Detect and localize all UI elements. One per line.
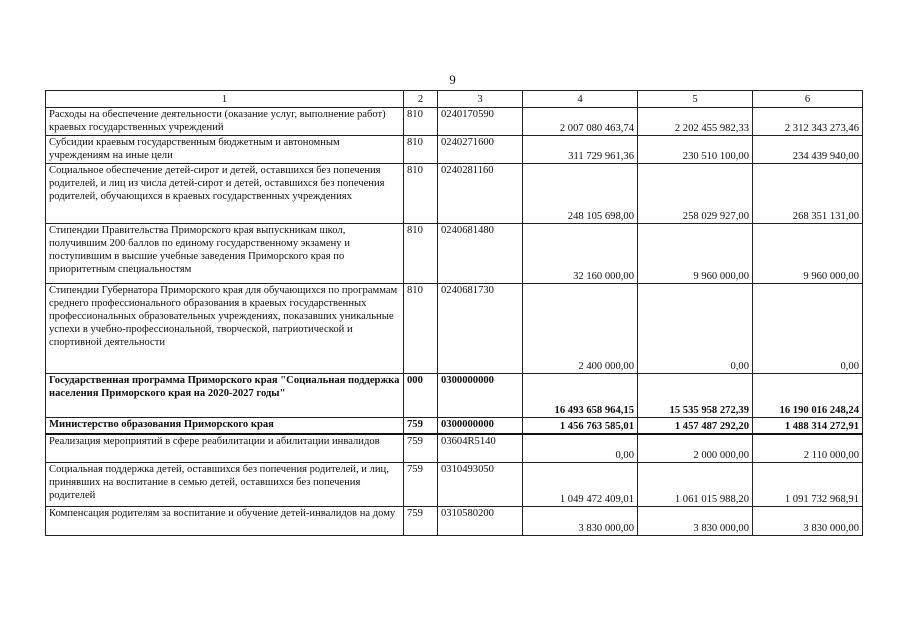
row-value-2: 3 830 000,00 bbox=[638, 507, 753, 536]
row-value-1: 311 729 961,36 bbox=[523, 136, 638, 164]
page-number: 9 bbox=[449, 72, 456, 87]
row-name: Социальное обеспечение детей-сирот и детей, оставшихся без попечения родителей, и лиц из числа детей-сирот и детей, оставшихся без попечения родителей, обучающихся в краевых государственных учреждениях bbox=[46, 164, 404, 224]
table-row bbox=[46, 434, 863, 463]
row-name: Государственная программа Приморского края "Социальная поддержка населения Приморского края на 2020-2027 годы" bbox=[46, 374, 404, 418]
row-value-2: 258 029 927,00 bbox=[638, 164, 753, 224]
row-dept: 000 bbox=[404, 374, 438, 418]
row-value-1: 2 400 000,00 bbox=[523, 284, 638, 374]
column-header: 3 bbox=[438, 91, 523, 108]
row-value-1: 3 830 000,00 bbox=[523, 507, 638, 536]
row-name: Реализация мероприятий в сфере реабилитации и абилитации инвалидов bbox=[46, 434, 404, 463]
row-name: Стипендии Правительства Приморского края выпускникам школ, получившим 200 баллов по единому государственному экзамену и поступившим в высшие учебные заведения Приморского края по приоритетным специальностям bbox=[46, 224, 404, 284]
row-value-3: 0,00 bbox=[753, 284, 863, 374]
table-row bbox=[46, 463, 863, 507]
row-value-3: 3 830 000,00 bbox=[753, 507, 863, 536]
row-value-1: 16 493 658 964,15 bbox=[523, 374, 638, 418]
row-value-2: 1 457 487 292,20 bbox=[638, 418, 753, 434]
table-row bbox=[46, 164, 863, 224]
table-row bbox=[46, 284, 863, 374]
row-dept: 810 bbox=[404, 284, 438, 374]
table-row bbox=[46, 108, 863, 136]
table-row bbox=[46, 224, 863, 284]
row-code: 0240271600 bbox=[438, 136, 523, 164]
row-value-3: 1 091 732 968,91 bbox=[753, 463, 863, 507]
row-code: 0240170590 bbox=[438, 108, 523, 136]
row-code: 0310493050 bbox=[438, 463, 523, 507]
row-value-1: 1 049 472 409,01 bbox=[523, 463, 638, 507]
row-code: 0300000000 bbox=[438, 418, 523, 434]
table-row-ministry-total bbox=[46, 418, 863, 434]
row-value-1: 248 105 698,00 bbox=[523, 164, 638, 224]
row-dept: 810 bbox=[404, 224, 438, 284]
row-value-2: 15 535 958 272,39 bbox=[638, 374, 753, 418]
row-value-3: 9 960 000,00 bbox=[753, 224, 863, 284]
row-code: 03604R5140 bbox=[438, 434, 523, 463]
row-value-3: 234 439 940,00 bbox=[753, 136, 863, 164]
row-value-2: 1 061 015 988,20 bbox=[638, 463, 753, 507]
row-dept: 810 bbox=[404, 136, 438, 164]
row-code: 0310580200 bbox=[438, 507, 523, 536]
row-name: Социальная поддержка детей, оставшихся без попечения родителей, и лиц, принявших на воспитание в семью детей, оставшихся без попечения родителей bbox=[46, 463, 404, 507]
row-name: Компенсация родителям за воспитание и обучение детей-инвалидов на дому bbox=[46, 507, 404, 536]
row-code: 0240681480 bbox=[438, 224, 523, 284]
budget-table bbox=[45, 90, 863, 536]
row-value-2: 0,00 bbox=[638, 284, 753, 374]
row-value-3: 16 190 016 248,24 bbox=[753, 374, 863, 418]
row-value-1: 1 456 763 585,01 bbox=[523, 418, 638, 434]
row-dept: 810 bbox=[404, 164, 438, 224]
row-name: Субсидии краевым государственным бюджетным и автономным учреждениям на иные цели bbox=[46, 136, 404, 164]
table-row-program-total bbox=[46, 374, 863, 418]
row-value-3: 268 351 131,00 bbox=[753, 164, 863, 224]
table-row bbox=[46, 507, 863, 536]
row-dept: 759 bbox=[404, 434, 438, 463]
row-dept: 759 bbox=[404, 463, 438, 507]
row-value-2: 230 510 100,00 bbox=[638, 136, 753, 164]
row-value-1: 32 160 000,00 bbox=[523, 224, 638, 284]
row-code: 0300000000 bbox=[438, 374, 523, 418]
row-code: 0240281160 bbox=[438, 164, 523, 224]
row-value-3: 2 110 000,00 bbox=[753, 434, 863, 463]
row-dept: 810 bbox=[404, 108, 438, 136]
row-dept: 759 bbox=[404, 418, 438, 434]
column-header: 2 bbox=[404, 91, 438, 108]
row-value-3: 1 488 314 272,91 bbox=[753, 418, 863, 434]
column-header: 1 bbox=[46, 91, 404, 108]
row-name: Расходы на обеспечение деятельности (оказание услуг, выполнение работ) краевых государственных учреждений bbox=[46, 108, 404, 136]
row-name: Министерство образования Приморского края bbox=[46, 418, 404, 434]
table-header-row bbox=[46, 91, 863, 108]
row-value-1: 2 007 080 463,74 bbox=[523, 108, 638, 136]
row-value-2: 2 202 455 982,33 bbox=[638, 108, 753, 136]
row-value-1: 0,00 bbox=[523, 434, 638, 463]
row-value-3: 2 312 343 273,46 bbox=[753, 108, 863, 136]
row-value-2: 9 960 000,00 bbox=[638, 224, 753, 284]
column-header: 4 bbox=[523, 91, 638, 108]
row-value-2: 2 000 000,00 bbox=[638, 434, 753, 463]
row-name: Стипендии Губернатора Приморского края для обучающихся по программам среднего профессионального образования в краевых государственных профессиональных образовательных учреждениях, показавших уникальные успехи в учебно-профессиональной, творческой, патриотической и спортивной деятельности bbox=[46, 284, 404, 374]
column-header: 5 bbox=[638, 91, 753, 108]
row-dept: 759 bbox=[404, 507, 438, 536]
row-code: 0240681730 bbox=[438, 284, 523, 374]
column-header: 6 bbox=[753, 91, 863, 108]
table-row bbox=[46, 136, 863, 164]
